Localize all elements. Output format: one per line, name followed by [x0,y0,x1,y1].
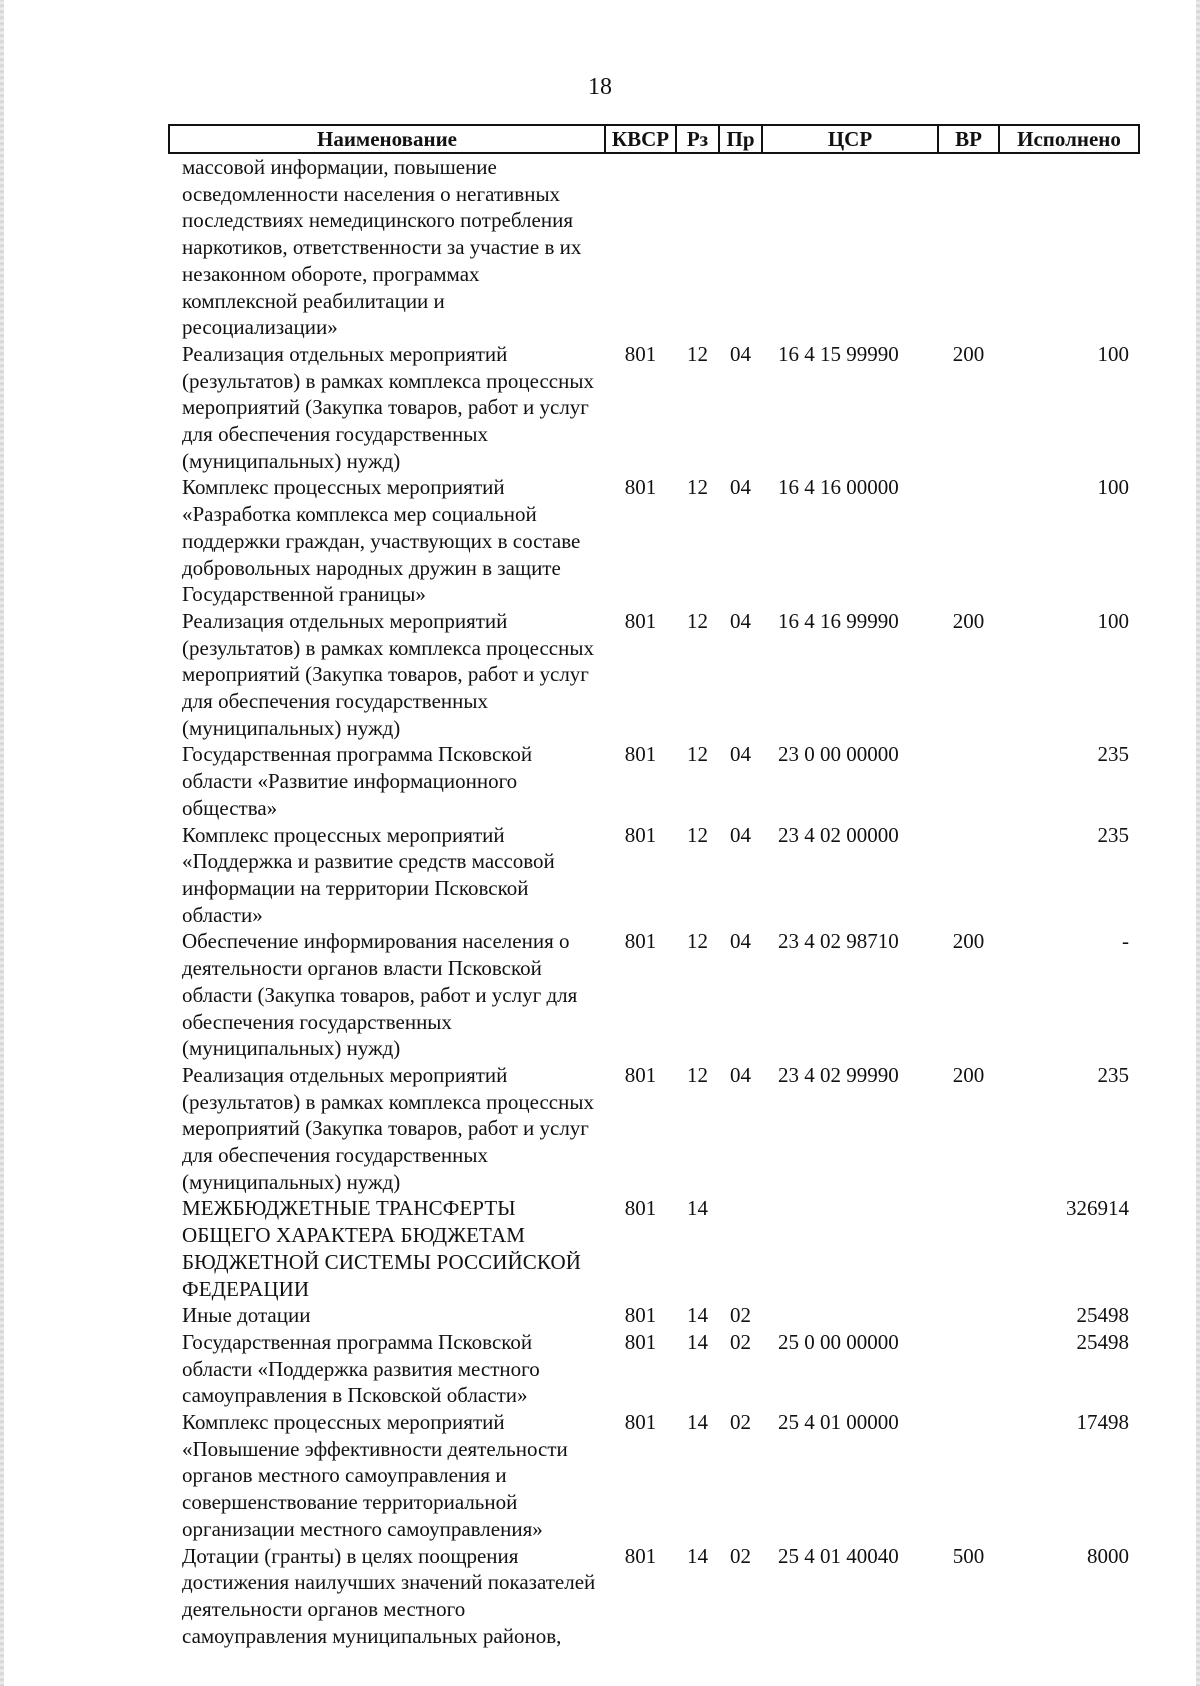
row-done [999,153,1139,341]
row-kvsr: 801 [624,475,657,500]
row-name: Реализация отдельных мероприятий (результатов) в рамках комплекса процессных мероприятий (Закупка товаров, работ и услуг для обеспечения государственных (муниципальных) нужд) [182,1062,594,1194]
row-pr: 02 [730,1543,751,1568]
table-row [169,741,1139,821]
header-csr: ЦСР [762,125,938,153]
row-name: Обеспечение информирования населения о деятельности органов власти Псковской области (Закупка товаров, работ и услуг для обеспечения государственных (муниципальных) нужд) [182,929,578,1061]
row-pr: 02 [730,1303,751,1328]
row-csr [762,1302,938,1329]
row-vr [938,741,999,821]
row-pr: 04 [730,929,751,954]
row-done: 326914 [1066,1196,1129,1221]
row-name: Иные дотации [182,1303,311,1328]
row-csr: 16 4 16 99990 [778,608,899,633]
row-csr [762,153,938,341]
table-row [169,608,1139,742]
budget-table [168,124,1140,1649]
row-done: 235 [1097,1062,1129,1087]
row-vr: 200 [952,608,985,633]
row-csr: 23 0 00 00000 [778,742,899,767]
row-vr [938,153,999,341]
row-name: МЕЖБЮДЖЕТНЫЕ ТРАНСФЕРТЫ ОБЩЕГО ХАРАКТЕРА БЮДЖЕТАМ БЮДЖЕТНОЙ СИСТЕМЫ РОССИЙСКОЙ ФЕДЕРАЦИИ [182,1196,582,1301]
row-pr: 04 [730,822,751,847]
table-row [169,1302,1139,1329]
row-name: Государственная программа Псковской области «Развитие информационного общества» [182,742,533,820]
row-name: Государственная программа Псковской области «Поддержка развития местного самоуправления в Псковской области» [182,1329,540,1408]
row-pr: 02 [730,1329,751,1354]
row-vr: 500 [952,1543,985,1568]
row-done: 17498 [1076,1410,1129,1435]
table-row [169,1195,1139,1302]
row-csr: 23 4 02 98710 [778,929,899,954]
row-rz: 12 [687,742,708,767]
row-name: Реализация отдельных мероприятий (результатов) в рамках комплекса процессных мероприятий (Закупка товаров, работ и услуг для обеспечения государственных (муниципальных) нужд) [182,608,594,740]
row-vr [938,1329,999,1409]
row-done: 235 [1097,742,1129,767]
row-rz: 12 [687,475,708,500]
row-rz: 14 [687,1410,708,1435]
row-rz: 14 [687,1303,708,1328]
table-row [169,1543,1139,1650]
row-done: 8000 [1087,1543,1129,1568]
row-pr: 04 [730,742,751,767]
row-vr: 200 [952,341,985,366]
row-csr: 16 4 15 99990 [778,341,899,366]
row-done: 100 [1097,341,1129,366]
row-kvsr: 801 [624,1329,657,1354]
header-vr: ВР [938,125,999,153]
row-pr: 04 [730,1062,751,1087]
row-kvsr: 801 [624,822,657,847]
scan-edge-right [1196,0,1200,1686]
row-done: 25498 [1076,1329,1129,1354]
row-vr [938,474,999,608]
table-row [169,153,1139,341]
row-pr [719,153,762,341]
header-rz: Рз [676,125,719,153]
scan-edge-left [0,0,4,1686]
row-kvsr: 801 [624,1410,657,1435]
row-rz: 14 [687,1196,708,1221]
header-done: Исполнено [999,125,1139,153]
row-done: - [1122,929,1129,954]
table-row [169,341,1139,475]
row-name: Комплекс процессных мероприятий «Разработка комплекса мер социальной поддержки граждан, участвующих в составе добровольных народных дружин в защите Государственной границы» [182,475,581,607]
row-csr: 25 0 00 00000 [778,1329,899,1354]
row-kvsr: 801 [624,742,657,767]
row-pr: 02 [730,1410,751,1435]
header-pr: Пр [719,125,762,153]
row-kvsr: 801 [624,1543,657,1568]
row-done: 100 [1097,475,1129,500]
row-csr: 25 4 01 40040 [778,1543,899,1568]
row-pr: 04 [730,608,751,633]
row-name: Комплекс процессных мероприятий «Поддержка и развитие средств массовой информации на территории Псковской области» [182,822,555,927]
row-pr [719,1195,762,1302]
row-rz: 12 [687,608,708,633]
row-kvsr [605,153,676,341]
row-rz: 12 [687,929,708,954]
row-name: Комплекс процессных мероприятий «Повышение эффективности деятельности органов местного самоуправления и совершенствование территориальной организации местного самоуправления» [182,1410,568,1541]
row-done: 100 [1097,608,1129,633]
header-kvsr: КВСР [605,125,676,153]
table-header-row [169,125,1139,153]
row-rz: 12 [687,1062,708,1087]
row-kvsr: 801 [624,341,657,366]
row-vr: 200 [952,929,985,954]
table-row [169,1409,1139,1543]
row-pr: 04 [730,341,751,366]
row-rz: 14 [687,1543,708,1568]
table-row [169,822,1139,929]
row-vr: 200 [952,1062,985,1087]
table-row [169,928,1139,1062]
row-name: массовой информации, повышение осведомленности населения о негативных последствиях немедицинского потребления наркотиков, ответственности за участие в их незаконном обороте, программах комплексной реабилитации и ресоциализации» [182,155,582,340]
page-number: 18 [588,74,612,100]
table-row [169,1062,1139,1196]
row-name: Дотации (гранты) в целях поощрения достижения наилучших значений показателей деятельности органов местного самоуправления муниципальных районов, [182,1543,596,1648]
row-kvsr: 801 [624,608,657,633]
row-csr: 25 4 01 00000 [778,1410,899,1435]
row-done: 25498 [1076,1303,1129,1328]
row-kvsr: 801 [624,1062,657,1087]
table-row [169,474,1139,608]
table-row [169,1329,1139,1409]
row-rz: 14 [687,1329,708,1354]
row-csr [762,1195,938,1302]
row-rz [676,153,719,341]
row-vr [938,822,999,929]
row-kvsr: 801 [624,929,657,954]
row-pr: 04 [730,475,751,500]
row-kvsr: 801 [624,1196,657,1221]
row-rz: 12 [687,822,708,847]
row-vr [938,1195,999,1302]
row-rz: 12 [687,341,708,366]
row-csr: 23 4 02 99990 [778,1062,899,1087]
row-csr: 16 4 16 00000 [778,475,899,500]
header-name: Наименование [169,125,605,153]
row-name: Реализация отдельных мероприятий (результатов) в рамках комплекса процессных мероприятий (Закупка товаров, работ и услуг для обеспечения государственных (муниципальных) нужд) [182,341,594,473]
row-csr: 23 4 02 00000 [778,822,899,847]
row-kvsr: 801 [624,1303,657,1328]
row-vr [938,1409,999,1543]
row-done: 235 [1097,822,1129,847]
row-vr [938,1302,999,1329]
